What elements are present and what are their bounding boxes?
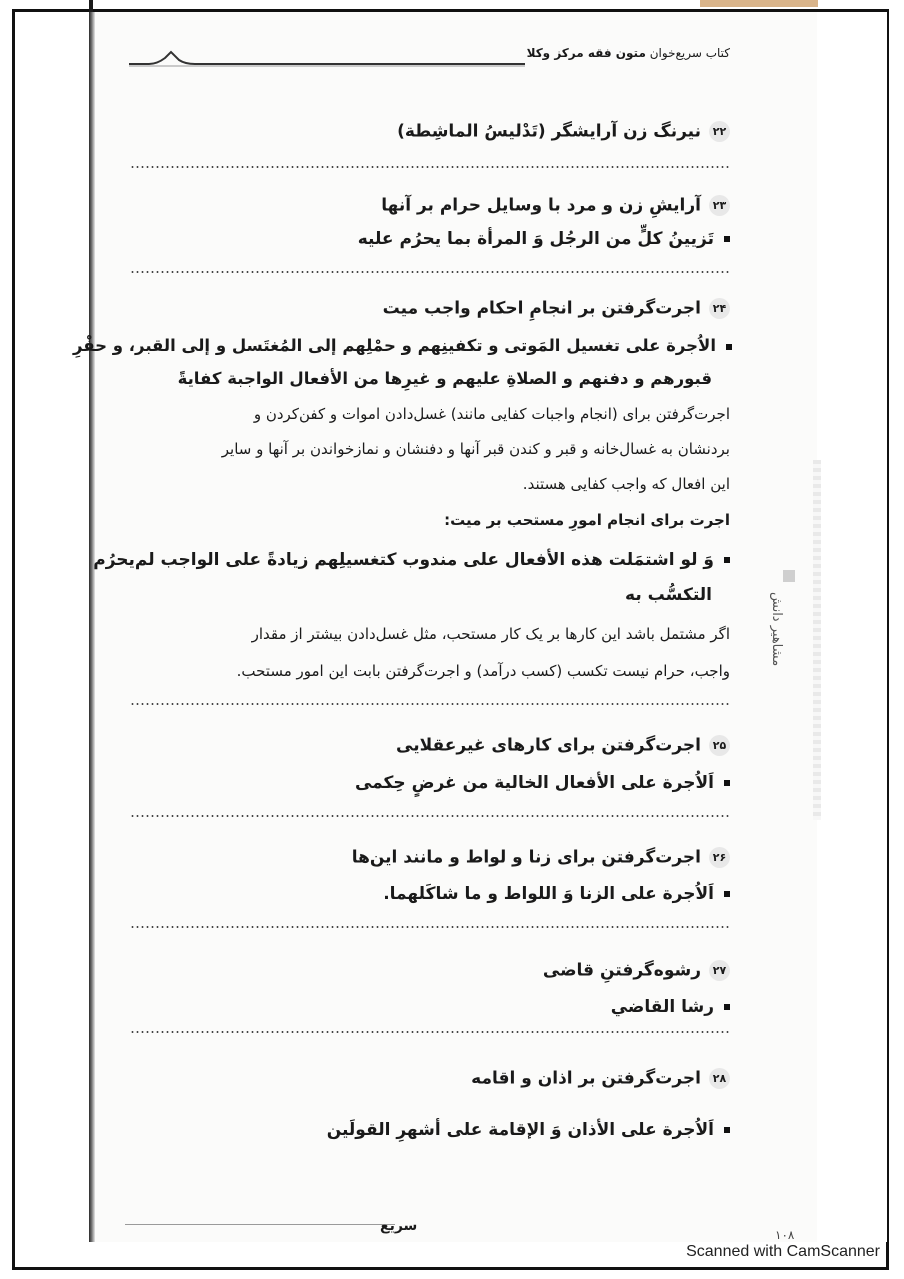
section-27-heading xyxy=(543,960,730,981)
page-header xyxy=(127,40,730,72)
section-title: رشوه‌گرفتنِ قاضی xyxy=(542,960,701,981)
arabic-text: اَلاُجرة علی الأذان وَ الإقامة علی أشهرِ القولَین xyxy=(326,1120,714,1140)
dotted-divider xyxy=(130,703,730,705)
bullet-icon xyxy=(724,780,730,786)
section-24-arabic2-line-2: التکسُّب به xyxy=(625,585,712,605)
section-23-arabic xyxy=(358,229,730,249)
section-28-arabic xyxy=(327,1120,730,1140)
section-24-heading xyxy=(383,298,730,319)
section-title: اجرت‌گرفتن برای کارهای غیرعقلایی xyxy=(396,735,701,756)
section-24-arabic-line-2: قبورهم و دفنهم و الصلاةِ علیهم و غیرِها من الأفعال الواجبة کفایةً xyxy=(177,369,712,388)
header-decorative-line xyxy=(127,42,527,70)
section-number-badge: ۲۶ xyxy=(709,847,730,868)
section-number-badge: ۲۵ xyxy=(709,735,730,756)
section-26-heading xyxy=(352,847,730,868)
footer-page-number: ۱۰۸ xyxy=(775,1228,795,1242)
section-number-badge: ۲۴ xyxy=(709,298,730,319)
side-label: مشاهیر دانش xyxy=(769,592,784,667)
arabic-text: اَلاُجرة علی الزنا وَ اللواط و ما شاکَلهما. xyxy=(383,884,714,904)
section-24-paragraph2-line-2: واجب، حرام نیست تکسب (کسب درآمد) و اجرت‌گرفتن بابت این امور مستحب. xyxy=(236,662,730,680)
dotted-divider xyxy=(130,271,730,273)
book-title-bold: متون فقه مرکز وکلا xyxy=(526,46,646,60)
section-28-heading xyxy=(471,1068,730,1089)
section-24-paragraph2-line-1: اگر مشتمل باشد این کارها بر یک کار مستحب، مثل غسل‌دادن بیشتر از مقدار xyxy=(251,625,730,643)
dotted-divider xyxy=(130,1031,730,1033)
section-24-arabic2-line-1: وَ لو اشتمَلت هذه الأفعال علی مندوب کتغسیلِهم زیادةً علی الواجب لم‌یحرُم xyxy=(93,550,730,570)
dotted-divider xyxy=(130,815,730,817)
camscanner-watermark: Scanned with CamScanner xyxy=(686,1243,880,1260)
dotted-divider xyxy=(130,166,730,168)
section-number-badge: ۲۷ xyxy=(709,960,730,981)
section-24-arabic-line-1: الاُجرة علی تغسیل المَوتی و تکفینِهم و حمْلِهم إلی المُغتَسل و إلی القبر، و حفْرِ xyxy=(73,336,732,355)
section-title: آرایشِ زن و مرد با وسایل حرام بر آنها xyxy=(381,195,701,216)
section-24-paragraph-line-2: بردنشان به غسال‌خانه و قبر و کندن قبر آنها و دفنشان و نمازخواندن بر آنها و سایر xyxy=(221,440,730,458)
section-number-badge: ۲۳ xyxy=(709,195,730,216)
section-27-arabic xyxy=(611,997,730,1017)
section-number-badge: ۲۲ xyxy=(709,121,730,142)
right-margin xyxy=(817,12,887,1242)
section-number-badge: ۲۸ xyxy=(709,1068,730,1089)
section-title: اجرت‌گرفتن بر اذان و اقامه xyxy=(471,1068,701,1089)
book-icon xyxy=(783,570,795,582)
top-color-strip xyxy=(700,0,818,7)
bullet-icon xyxy=(724,1004,730,1010)
section-24-paragraph-line-3: این افعال که واجب کفایی هستند. xyxy=(522,475,730,493)
bullet-icon xyxy=(724,557,730,563)
bullet-icon xyxy=(724,236,730,242)
section-title: اجرت‌گرفتن بر انجامِ احکام واجب میت xyxy=(382,298,701,319)
arabic-text: رشا القاضي xyxy=(610,997,714,1017)
section-25-arabic xyxy=(355,773,730,793)
bullet-icon xyxy=(726,344,732,350)
page-edge-strip xyxy=(89,0,93,12)
section-25-heading xyxy=(396,735,730,756)
arabic-text: اَلاُجرة علی الأفعال الخالیة من غرضٍ حِکمی xyxy=(354,773,714,793)
book-title-prefix: کتاب سریع‌خوان xyxy=(649,46,730,60)
section-26-arabic xyxy=(383,884,730,904)
footer-publisher: سریع xyxy=(380,1218,418,1234)
side-decorative-band xyxy=(813,460,821,820)
book-title xyxy=(527,46,730,60)
footer-line xyxy=(125,1224,395,1225)
section-23-heading xyxy=(381,195,730,216)
section-title: اجرت‌گرفتن برای زنا و لواط و مانند این‌ها xyxy=(351,847,701,868)
bullet-icon xyxy=(724,1127,730,1133)
section-title: نیرنگ زن آرایشگر (تَدْلیسُ الماشِطة) xyxy=(397,121,701,142)
section-24-subheading: اجرت برای انجام امورِ مستحب بر میت: xyxy=(444,511,730,529)
bullet-icon xyxy=(724,891,730,897)
section-24-paragraph-line-1: اجرت‌گرفتن برای (انجام واجبات کفایی مانند) غسل‌دادن اموات و کفن‌کردن و xyxy=(253,405,730,423)
dotted-divider xyxy=(130,926,730,928)
arabic-text: تَزیینُ کلٍّ من الرجُل وَ المرأة بما یحرُم علیه xyxy=(357,229,714,249)
section-22-heading xyxy=(397,121,730,142)
